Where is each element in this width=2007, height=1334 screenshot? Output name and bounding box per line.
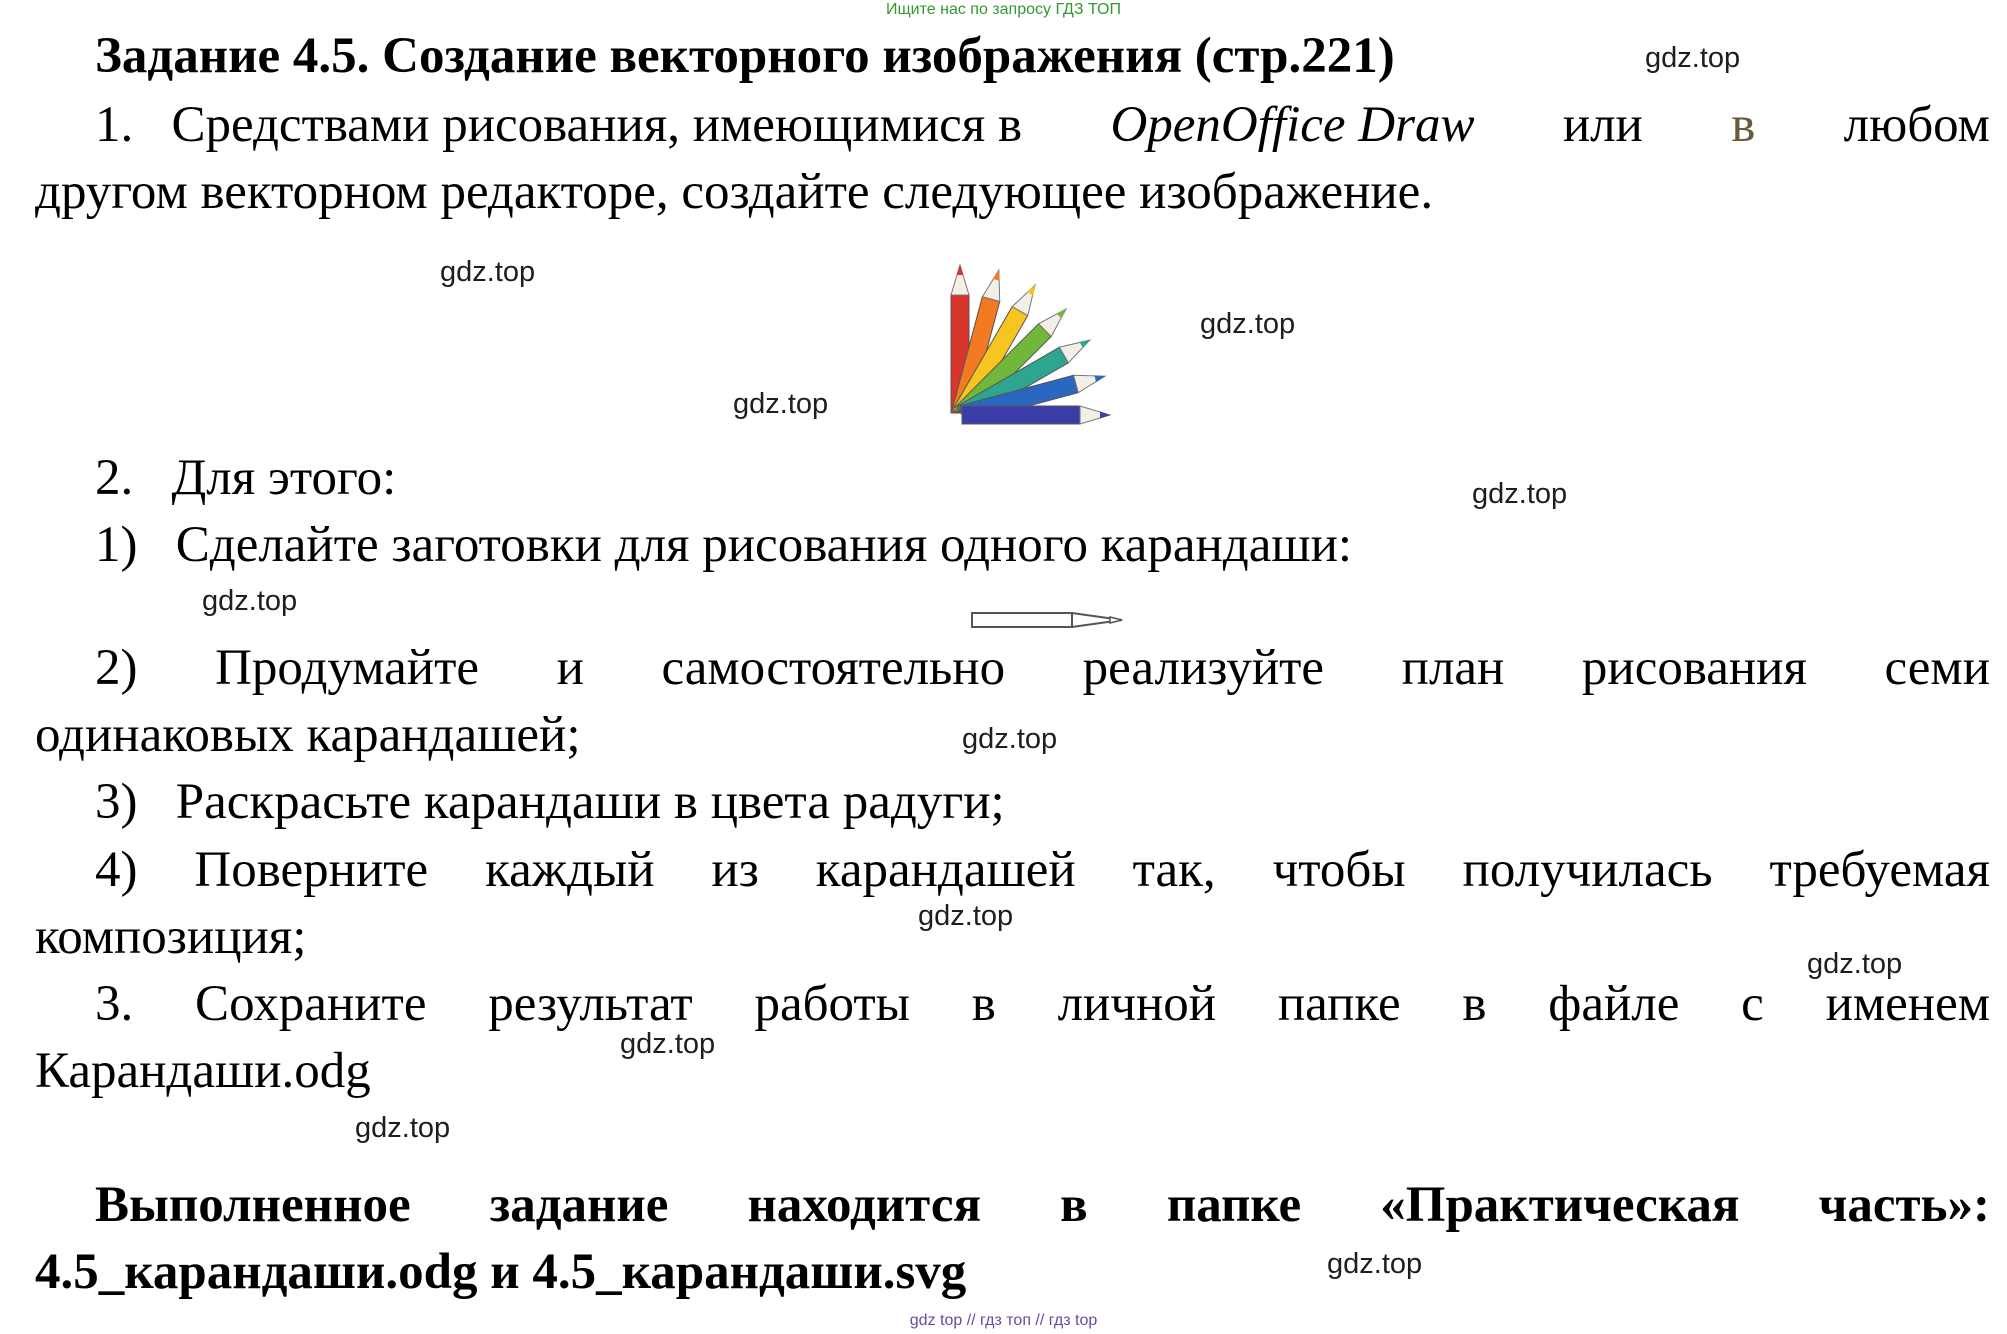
- pencil-lead: [1100, 412, 1110, 419]
- footer-banner: gdz top // гдз топ // гдз top: [909, 1312, 1098, 1329]
- p1-software-name: OpenOffice Draw: [1110, 97, 1475, 153]
- result-line-1: Выполненное задание находится в папке «Практическая часть»:: [95, 1177, 1990, 1233]
- paragraph-1-line-2: другом векторном редакторе, создайте следующее изображение.: [35, 164, 1434, 220]
- watermark: gdz.top: [1327, 1248, 1423, 1280]
- watermark: gdz.top: [355, 1112, 451, 1144]
- pencil-fan-illustration: [930, 215, 1180, 435]
- watermark: gdz.top: [1200, 308, 1296, 340]
- task-title: Задание 4.5. Создание векторного изображения (стр.221): [95, 28, 1395, 84]
- pencil-blank-illustration: [970, 606, 1130, 634]
- pencil-lead: [957, 265, 964, 275]
- pencil-blank-body: [972, 613, 1072, 627]
- pencil-tip: [1074, 367, 1108, 392]
- p1-text-a: 1. Средствами рисования, имеющимися в: [95, 97, 1023, 153]
- p1-accent-letter: в: [1731, 97, 1756, 153]
- watermark: gdz.top: [1645, 42, 1741, 74]
- pencil-lead: [993, 269, 1002, 280]
- step-2-line-2: одинаковых карандашей;: [35, 707, 581, 763]
- watermark: gdz.top: [1472, 478, 1568, 510]
- paragraph-2: 2. Для этого:: [95, 450, 397, 506]
- step-1: 1) Сделайте заготовки для рисования одного карандаши:: [95, 517, 1353, 573]
- p1-text-b: или: [1562, 97, 1643, 153]
- pencil-body: [962, 406, 1080, 424]
- search-banner: Ищите нас по запросу ГДЗ ТОП: [886, 1, 1121, 18]
- step-3: 3) Раскрасьте карандаши в цвета радуги;: [95, 774, 1005, 830]
- result-line-2: 4.5_карандаши.odg и 4.5_карандаши.svg: [35, 1244, 967, 1300]
- watermark: gdz.top: [440, 256, 536, 288]
- step-2-line-1: 2) Продумайте и самостоятельно реализуйте план рисования семи: [95, 640, 1990, 696]
- watermark: gdz.top: [962, 723, 1058, 755]
- watermark: gdz.top: [620, 1028, 716, 1060]
- pencil-blank-lead: [1110, 617, 1122, 623]
- watermark: gdz.top: [918, 900, 1014, 932]
- step-4-line-2: композиция;: [35, 909, 307, 965]
- step-4-line-1: 4) Поверните каждый из карандашей так, чтобы получилась требуемая: [95, 842, 1990, 898]
- watermark: gdz.top: [1807, 948, 1903, 980]
- paragraph-3-line-2: Карандаши.odg: [35, 1043, 371, 1099]
- pencil-fan-group: [951, 265, 1110, 424]
- watermark: gdz.top: [202, 585, 298, 617]
- pencil-lead: [1094, 373, 1105, 382]
- pencil: [962, 406, 1110, 424]
- p1-text-c: любом: [1843, 97, 1990, 153]
- watermark: gdz.top: [733, 388, 829, 420]
- paragraph-3-line-1: 3. Сохраните результат работы в личной папке в файле с именем: [95, 976, 1990, 1032]
- pencil-tip: [982, 268, 1007, 302]
- paragraph-1-line-1: [95, 95, 1990, 155]
